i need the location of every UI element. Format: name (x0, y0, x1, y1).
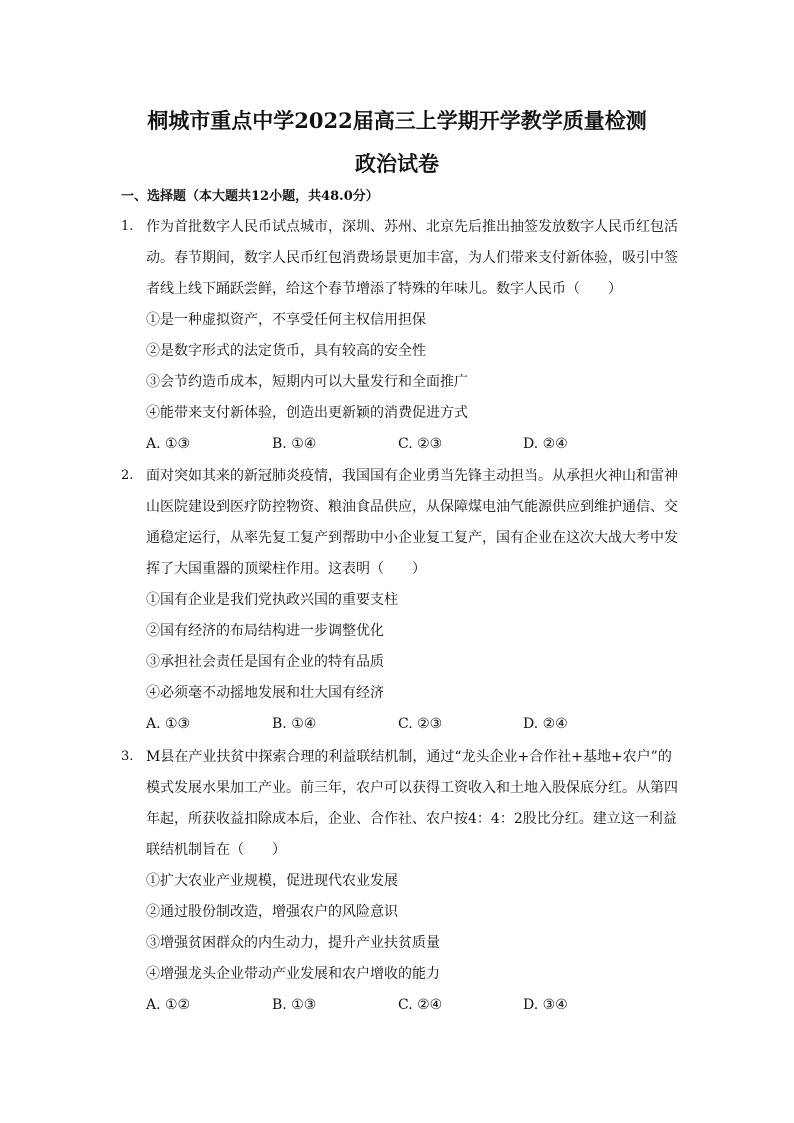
choice-a: A. ①② (146, 997, 191, 1013)
question-stem (146, 742, 681, 866)
answer-choices (146, 990, 681, 1021)
stem-line: 作为首批数字人民币试点城市，深圳、苏州、北京先后推出抽签发放数字人民币红包活 (146, 219, 678, 235)
stem-line: 面对突如其来的新冠肺炎疫情，我国国有企业勇当先锋主动担当。从承担火神山和雷神 (146, 468, 678, 484)
statement-option: ④增强龙头企业带动产业发展和农户增收的能力 (146, 966, 440, 982)
choice-b: B. ①④ (272, 436, 317, 452)
choice-c: C. ②④ (398, 997, 443, 1013)
choice-b: B. ①④ (272, 716, 317, 732)
answer-choices (146, 429, 681, 460)
statement-option: ①是一种虚拟资产，不享受任何主权信用担保 (146, 312, 426, 328)
choice-a: A. ①③ (146, 436, 191, 452)
statement-option: ④必须毫不动摇地发展和壮大国有经济 (146, 685, 384, 701)
statement-option: ①国有企业是我们党执政兴国的重要支柱 (146, 592, 398, 608)
choice-d: D. ②④ (523, 436, 568, 452)
question-number: 1. (121, 219, 134, 234)
stem-line: 通稳定运行，从率先复工复产到帮助中小企业复工复产，国有企业在这次大战大考中发 (146, 530, 678, 546)
statement-option: ②通过股份制改造，增强农户的风险意识 (146, 904, 398, 920)
choice-b: B. ①③ (272, 997, 317, 1013)
stem-line: 挥了大国重器的顶梁柱作用。这表明（ ） (146, 561, 426, 577)
stem-line: 年起，所获收益扣除成本后，企业、合作社、农户按4：4：2股比分红。建立这一利益 (146, 811, 677, 827)
page-subtitle: 政治试卷 (355, 151, 439, 176)
statement-option: ③承担社会责任是国有企业的特有品质 (146, 654, 384, 670)
statement-option: ③会节约造币成本，短期内可以大量发行和全面推广 (146, 374, 468, 390)
question-stem (146, 461, 681, 585)
question-1 (121, 212, 681, 460)
statement-option: ②是数字形式的法定货币，具有较高的安全性 (146, 343, 426, 359)
choice-d: D. ②④ (523, 716, 568, 732)
stem-line: 者线上线下踊跃尝鲜，给这个春节增添了特殊的年味儿。数字人民币（ ） (146, 281, 622, 297)
statement-option: ②国有经济的布局结构进一步调整优化 (146, 623, 384, 639)
question-number: 2. (121, 468, 134, 483)
question-2 (121, 461, 681, 740)
stem-line: M县在产业扶贫中探索合理的利益联结机制，通过“龙头企业+合作社+基地+农户”的 (146, 749, 672, 765)
choice-c: C. ②③ (398, 716, 443, 732)
stem-line: 山医院建设到医疗防控物资、粮油食品供应，从保障煤电油气能源供应到维护通信、交 (146, 499, 678, 515)
page-title: 桐城市重点中学2022届高三上学期开学教学质量检测 (147, 108, 647, 133)
stem-line: 动。春节期间，数字人民币红包消费场景更加丰富，为人们带来支付新体验，吸引中签 (146, 250, 678, 266)
statement-option: ③增强贫困群众的内生动力，提升产业扶贫质量 (146, 935, 440, 951)
statement-option: ①扩大农业产业规模，促进现代农业发展 (146, 873, 398, 889)
choice-c: C. ②③ (398, 436, 443, 452)
choice-d: D. ③④ (523, 997, 568, 1013)
question-3 (121, 742, 681, 1021)
section-heading: 一、选择题（本大题共12小题，共48.0分） (121, 189, 379, 204)
stem-line: 模式发展水果加工产业。前三年，农户可以获得工资收入和土地入股保底分红。从第四 (146, 780, 678, 796)
stem-line: 联结机制旨在（ ） (146, 842, 286, 858)
question-stem (146, 212, 681, 305)
question-number: 3. (121, 749, 134, 764)
answer-choices (146, 709, 681, 740)
statement-option: ④能带来支付新体验，创造出更新颖的消费促进方式 (146, 405, 468, 421)
choice-a: A. ①③ (146, 716, 191, 732)
